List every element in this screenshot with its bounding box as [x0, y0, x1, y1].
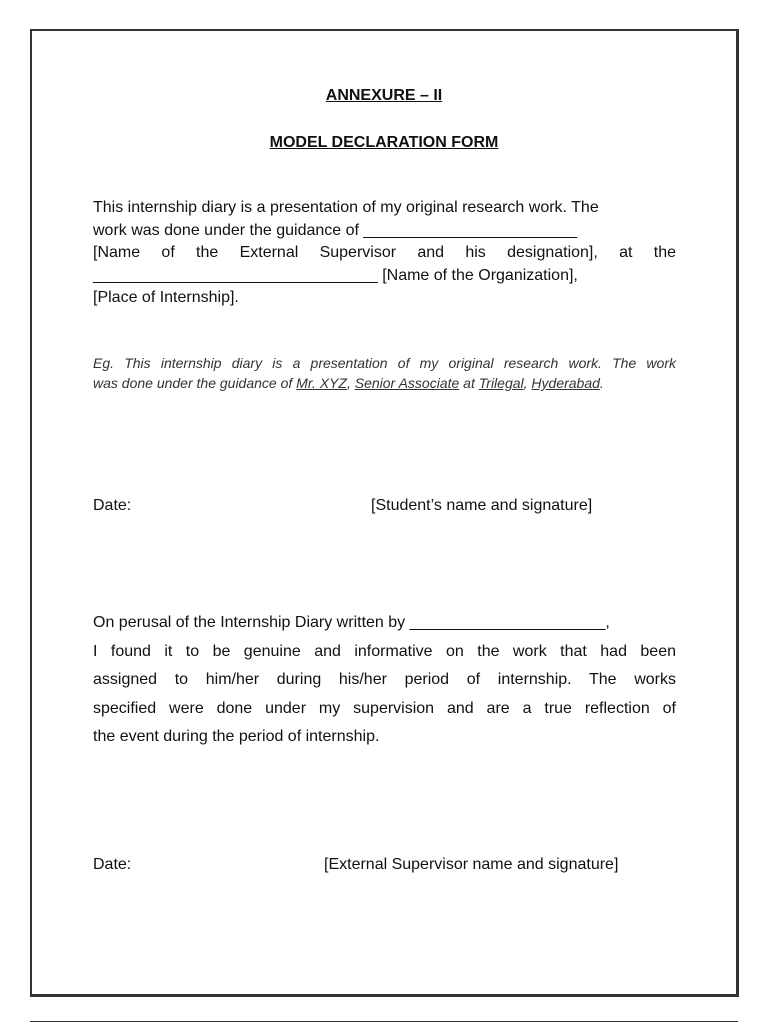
- supervisor-line: assigned to him/her during his/her period of internship. The works: [93, 671, 676, 688]
- supervisor-line: On perusal of the Internship Diary written by ______________________,: [93, 614, 610, 631]
- example-paragraph: [93, 353, 676, 393]
- example-separator: ,: [346, 375, 355, 391]
- example-separator: ,: [523, 375, 532, 391]
- supervisor-line: specified were done under my supervision and are a true reflection of: [93, 699, 676, 717]
- example-separator: at: [459, 375, 479, 391]
- example-designation: Senior Associate: [354, 375, 460, 391]
- example-organization: Trilegal: [478, 375, 524, 391]
- student-signature-label: [Student’s name and signature]: [371, 497, 593, 514]
- example-line: Eg. This internship diary is a presentation of my original research work. The work: [93, 355, 676, 371]
- form-title: MODEL DECLARATION FORM: [269, 134, 499, 151]
- declaration-paragraph: [93, 197, 676, 310]
- example-line: [93, 373, 676, 393]
- supervisor-date-label: Date:: [93, 856, 132, 873]
- annexure-title: ANNEXURE – II: [325, 87, 443, 104]
- bottom-rule: [30, 1021, 738, 1022]
- student-date-label: Date:: [93, 497, 132, 514]
- supervisor-line: the event during the period of internship.: [93, 728, 380, 745]
- declaration-line: ________________________________ [Name of the Organization],: [93, 266, 578, 284]
- example-place: Hyderabad: [531, 375, 600, 391]
- declaration-line: work was done under the guidance of ________________________: [93, 221, 577, 239]
- supervisor-signature-label: [External Supervisor name and signature]: [324, 856, 619, 873]
- example-end: .: [599, 375, 604, 391]
- declaration-line: [Name of the External Supervisor and his designation], at the: [93, 244, 676, 261]
- supervisor-paragraph: [93, 609, 676, 752]
- supervisor-line: I found it to be genuine and informative on the work that had been: [93, 642, 676, 660]
- example-supervisor: Mr. XYZ: [296, 375, 347, 391]
- example-text: was done under the guidance of: [93, 375, 297, 391]
- declaration-line: [Place of Internship].: [93, 289, 239, 306]
- declaration-line: This internship diary is a presentation of my original research work. The: [93, 199, 599, 216]
